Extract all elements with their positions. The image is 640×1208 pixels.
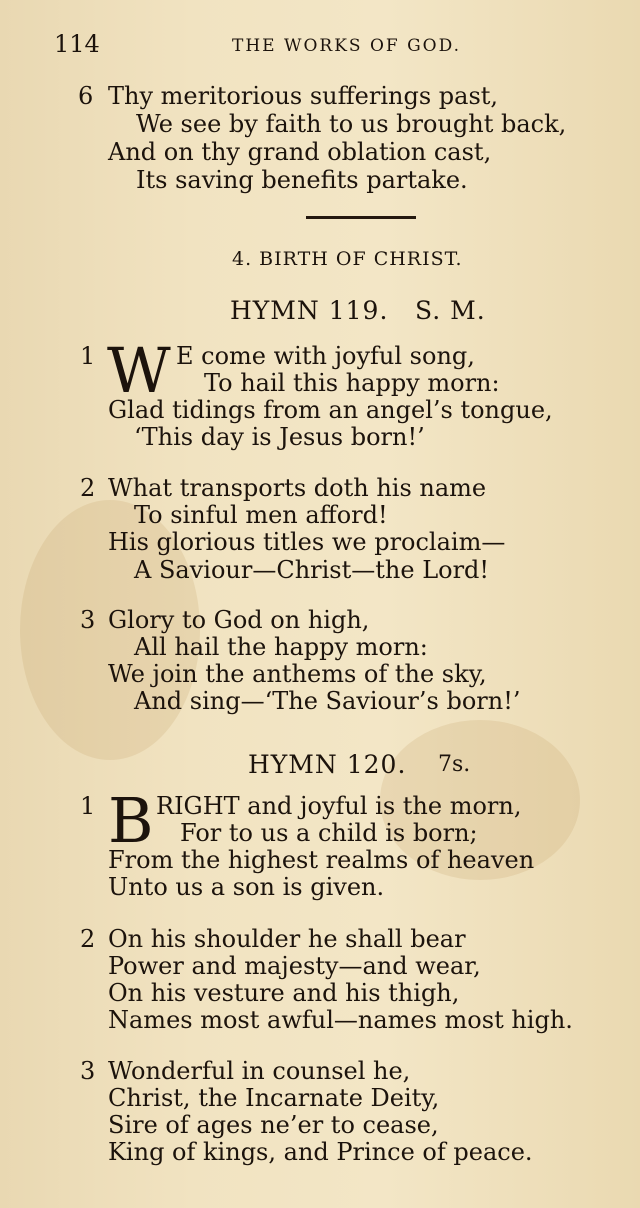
hymn-title: HYMN 120.: [248, 750, 407, 779]
verse-line: Sire of ages ne’er to cease,: [108, 1111, 439, 1139]
verse-line: And on thy grand oblation cast,: [108, 138, 492, 166]
verse-line: King of kings, and Prince of peace.: [108, 1138, 533, 1166]
verse-line: On his vesture and his thigh,: [108, 979, 460, 1007]
verse-line: We see by faith to us brought back,: [136, 110, 567, 138]
section-heading: 4. BIRTH OF CHRIST.: [232, 248, 463, 270]
verse-line: E come with joyful song,: [176, 342, 475, 370]
verse-line: Power and majesty—and wear,: [108, 952, 481, 980]
verse-line: Names most awful—names most high.: [108, 1006, 573, 1034]
verse-line: Unto us a son is given.: [108, 873, 385, 901]
verse-number: 3: [80, 1057, 96, 1085]
verse-number: 1: [80, 792, 96, 820]
hymn-meter: S. M.: [415, 296, 486, 325]
verse-line: We join the anthems of the sky,: [108, 660, 487, 688]
section-divider: [306, 216, 416, 219]
drop-cap: W: [107, 334, 171, 407]
verse-line: Glory to God on high,: [108, 606, 370, 634]
verse-line: A Saviour—Christ—the Lord!: [134, 556, 490, 584]
hymn-title: HYMN 119.: [230, 296, 389, 325]
verse-number: 3: [80, 606, 96, 634]
verse-line: Thy meritorious sufferings past,: [108, 82, 499, 110]
verse-line: Glad tidings from an angel’s tongue,: [108, 396, 553, 424]
verse-line: To sinful men afford!: [134, 501, 388, 529]
verse-number: 1: [80, 342, 96, 370]
verse-line: From the highest realms of heaven: [108, 846, 535, 874]
verse-line: Wonderful in counsel he,: [108, 1057, 411, 1085]
page-number: 114: [54, 30, 100, 58]
verse-line: His glorious titles we proclaim—: [108, 528, 506, 556]
drop-cap: B: [108, 784, 154, 857]
verse-line: Its saving benefits partake.: [136, 166, 468, 194]
verse-line: For to us a child is born;: [180, 819, 478, 847]
verse-number: 2: [80, 474, 96, 502]
verse-line: RIGHT and joyful is the morn,: [156, 792, 522, 820]
hymn-meter: 7s.: [438, 752, 471, 777]
verse-line: What transports doth his name: [108, 474, 487, 502]
verse-number: 2: [80, 925, 96, 953]
running-title: THE WORKS OF GOD.: [232, 36, 462, 56]
verse-line: ‘This day is Jesus born!’: [134, 423, 425, 451]
verse-line: All hail the happy morn:: [134, 633, 428, 661]
verse-line: On his shoulder he shall bear: [108, 925, 466, 953]
verse-line: And sing—‘The Saviour’s born!’: [134, 687, 521, 715]
verse-line: To hail this happy morn:: [204, 369, 500, 397]
verse-number: 6: [78, 82, 94, 110]
verse-line: Christ, the Incarnate Deity,: [108, 1084, 440, 1112]
